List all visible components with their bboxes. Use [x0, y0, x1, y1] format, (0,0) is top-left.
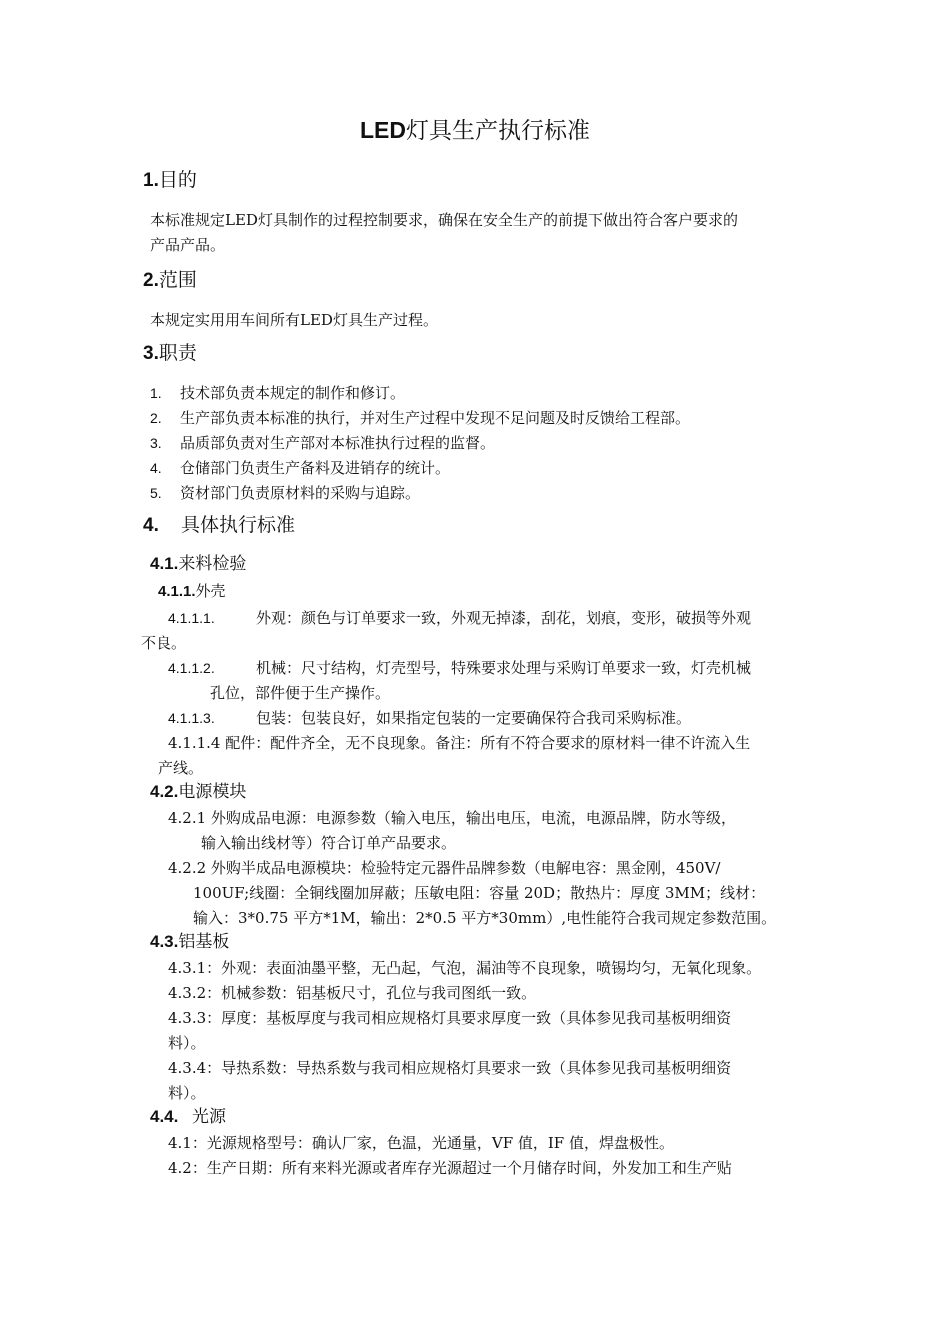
section-4-3-number: 4.3. [150, 932, 179, 951]
section-1-paragraph-line-2: 产品产品。 [150, 236, 226, 254]
section-1-number: 1. [143, 170, 159, 191]
list-number: 2. [150, 410, 162, 426]
section-4-4-title: 光源 [192, 1107, 226, 1127]
item-4-1-1-4-line-2: 产线。 [158, 759, 204, 777]
item-4-1-1-1-line-2: 不良。 [141, 634, 187, 652]
list-item [150, 458, 450, 478]
document-title [0, 114, 950, 147]
item-4-1-1-4-line-1: 4.1.1.4 配件：配件齐全，无不良现象。备注：所有不符合要求的原材料一律不许流入生 [168, 734, 751, 752]
section-1-heading [143, 167, 197, 194]
list-item [150, 408, 690, 428]
item-4-2-2-line-1: 4.2.2 外购半成品电源模块：检验特定元器件品牌参数（电解电容：黑金刚，450V/ [168, 859, 721, 877]
section-4-2-number: 4.2. [150, 782, 179, 801]
section-3-number: 3. [143, 343, 159, 364]
item-4-2-1-line-1: 4.2.1 外购成品电源：电源参数（输入电压，输出电压，电流，电源品牌，防水等级， [168, 809, 736, 827]
item-4-1-1-3 [168, 708, 691, 728]
item-4-1-1-1-line-1 [168, 608, 751, 628]
item-4-3-3-line-1: 4.3.3：厚度：基板厚度与我司相应规格灯具要求厚度一致（具体参见我司基板明细资 [168, 1009, 732, 1027]
item-4-3-4-line-2: 料）。 [168, 1084, 206, 1102]
section-2-paragraph: 本规定实用用车间所有LED灯具生产过程。 [150, 311, 438, 329]
list-text: 仓储部门负责生产备料及进销存的统计。 [180, 459, 451, 477]
list-text: 生产部负责本标准的执行，并对生产过程中发现不足问题及时反馈给工程部。 [180, 409, 691, 427]
list-text: 资材部门负责原材料的采购与追踪。 [180, 484, 421, 502]
section-1-paragraph-line-1: 本标准规定LED灯具制作的过程控制要求，确保在安全生产的前提下做出符合客户要求的 [150, 211, 738, 229]
section-4-1-1-title: 外壳 [195, 582, 226, 600]
section-4-2-title: 电源模块 [178, 782, 247, 802]
section-3-title: 职责 [158, 342, 197, 364]
section-4-3-title: 铝基板 [178, 932, 230, 952]
item-number: 4.1.1.1. [168, 610, 215, 626]
item-number: 4.1.1.2. [168, 660, 215, 676]
item-4-2-1-line-2: 输入输出线材等）符合订单产品要求。 [201, 834, 457, 852]
section-4-3-heading [150, 931, 229, 953]
item-4-3-3-line-2: 料）。 [168, 1034, 206, 1052]
section-4-1-number: 4.1. [150, 554, 179, 573]
title-prefix: LED [360, 117, 406, 143]
item-4-2-2-line-3: 输入：3*0.75 平方*1M，输出：2*0.5 平方*30mm）,电性能符合我司规定参数范围。 [193, 909, 777, 927]
item-4-4-2: 4.2：生产日期：所有来料光源或者库存光源超过一个月储存时间，外发加工和生产贴 [168, 1159, 732, 1177]
list-number: 4. [150, 460, 162, 476]
item-text: 包装：包装良好，如果指定包装的一定要确保符合我司采购标准。 [256, 709, 692, 727]
item-4-4-1: 4.1：光源规格型号：确认厂家，色温，光通量，VF 值，IF 值，焊盘极性。 [168, 1134, 674, 1152]
section-4-1-heading [150, 553, 246, 575]
item-4-1-1-2-line-2: 孔位，部件便于生产操作。 [210, 684, 391, 702]
item-text: 机械：尺寸结构，灯壳型号，特殊要求处理与采购订单要求一致，灯壳机械 [256, 659, 752, 677]
item-number: 4.1.1.3. [168, 710, 215, 726]
section-4-title: 具体执行标准 [181, 514, 296, 536]
section-4-2-heading [150, 781, 246, 803]
section-4-number: 4. [143, 515, 159, 536]
item-4-3-1: 4.3.1：外观：表面油墨平整，无凸起，气泡，漏油等不良现象，喷锡均匀，无氧化现象。 [168, 959, 762, 977]
list-number: 5. [150, 485, 162, 501]
section-3-heading [143, 340, 197, 367]
list-text: 品质部负责对生产部对本标准执行过程的监督。 [180, 434, 496, 452]
item-4-3-4-line-1: 4.3.4：导热系数：导热系数与我司相应规格灯具要求一致（具体参见我司基板明细资 [168, 1059, 732, 1077]
item-4-1-1-2-line-1 [168, 658, 751, 678]
list-item [150, 483, 420, 503]
section-4-heading [143, 512, 295, 539]
item-4-2-2-line-2: 100UF;线圈：全铜线圈加屏蔽；压敏电阻：容量 20D；散热片：厚度 3MM；线材： [193, 884, 766, 902]
section-2-number: 2. [143, 270, 159, 291]
section-4-1-title: 来料检验 [178, 554, 247, 574]
item-text: 外观：颜色与订单要求一致，外观无掉漆，刮花，划痕，变形，破损等外观 [256, 609, 752, 627]
section-4-4-heading [150, 1106, 226, 1128]
list-item [150, 433, 495, 453]
item-4-3-2: 4.3.2：机械参数：铝基板尺寸，孔位与我司图纸一致。 [168, 984, 537, 1002]
list-item [150, 383, 405, 403]
section-4-1-1-heading [158, 581, 226, 602]
list-text: 技术部负责本规定的制作和修订。 [180, 384, 406, 402]
list-number: 1. [150, 385, 162, 401]
section-1-title: 目的 [158, 169, 197, 191]
section-4-1-1-number: 4.1.1. [158, 583, 196, 600]
section-4-4-number: 4.4. [150, 1107, 179, 1126]
list-number: 3. [150, 435, 162, 451]
title-text: 灯具生产执行标准 [406, 118, 590, 144]
section-2-heading [143, 267, 197, 294]
section-2-title: 范围 [158, 269, 197, 291]
